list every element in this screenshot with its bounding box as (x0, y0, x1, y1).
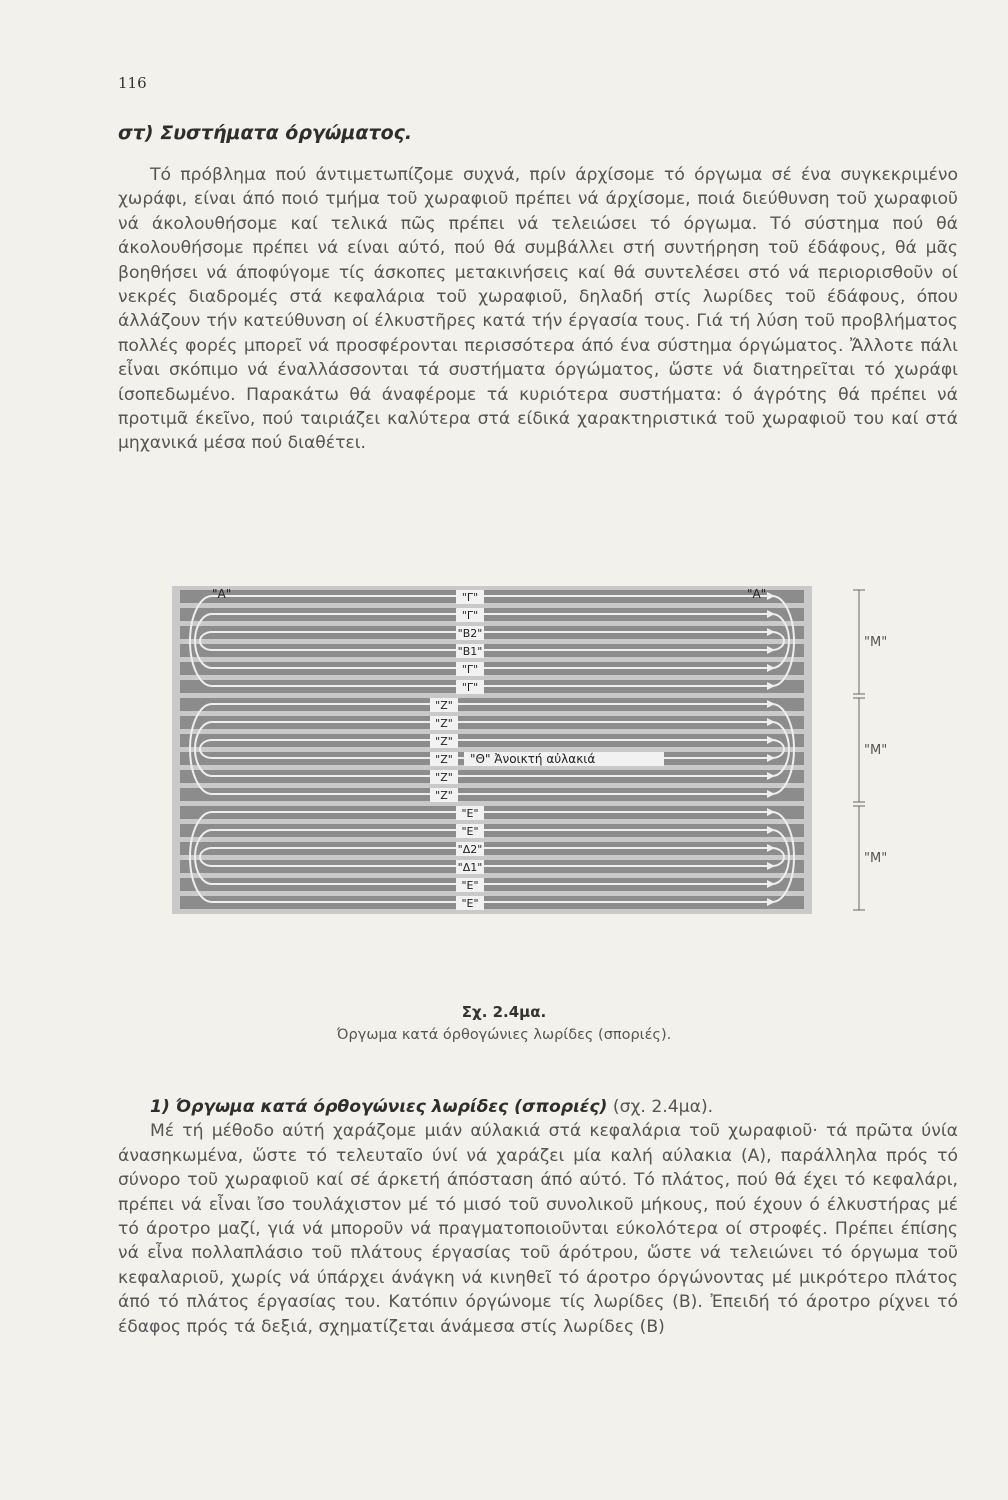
center-label: "Β2" (457, 627, 483, 640)
subheading-strip-plowing: 1) Όργωμα κατά όρθογώνιες λωρίδες (σποριές) (150, 1097, 608, 1117)
paragraph-intro-text: Τό πρόβλημα πού άντιμετωπίζομε συχνά, πρίν άρχίσομε τό όργωμα σέ ένα συγκεκριμένο χωράφι, είναι άπό ποιό τμήμα τοῦ χωραφιοῦ πρέπει νά άρχίσομε, ποιά διεύθυνση τοῦ χωραφιοῦ νά άκολουθήσομε καί τελικά πῶς πρέπει νά τελειώσει τό όργωμα. Τό σύστημα πού θά άκολουθήσομε πρέπει νά είναι αύτό, πού θά συμβάλλει στή συντήρηση τοῦ έδάφους, θά μᾶς βοηθήσει νά άποφύγομε τίς άσκοπες μετακινήσεις καί θά συντελέσει στό νά περιορισθοῦν οί νεκρές διαδρομές στά κεφαλάρια τοῦ χωραφιοῦ, δηλαδή στίς λωρίδες τοῦ έδάφους, όπου άλλάζουν τήν κατεύθυνση οί έλκυστῆρες κατά τήν έργασία τους. Γιά τή λύση τοῦ προβλήματος πολλές φορές μπορεῖ νά προσφέρονται περισσότερα άπό ένα σύστημα όργώματος. Ἄλλοτε πάλι εἶναι σκόπιμο νά έναλλάσσονται τά συστήματα όργώματος, ὥστε νά διατηρεῖται τό χωράφι ίσοπεδωμένο. Παρακάτω θά άναφέρομε τά κυριότερα συστήματα: ό άγρότης θά πρέπει νά προτιμᾶ έκεῖνο, πού ταιριάζει καλύτερα στά είδικά χαρακτηριστικά τοῦ χωραφιοῦ του καί στά μηχανικά μέσα πού διαθέτει. (118, 165, 958, 454)
bracket-label: "Μ" (864, 635, 888, 650)
corner-label-right: "Α" (747, 587, 767, 601)
figure-caption-label: Σχ. 2.4μα. (461, 1003, 547, 1021)
center-label: "Ε" (461, 879, 479, 892)
center-label: "Β1" (457, 645, 483, 658)
center-label: "Ζ" (435, 753, 453, 766)
figure-caption-text: Όργωμα κατά όρθογώνιες λωρίδες (σποριές). (336, 1027, 672, 1043)
center-label: "Ε" (461, 807, 479, 820)
center-label: "Γ" (461, 681, 479, 694)
center-label: "Ζ" (435, 789, 453, 802)
subheading-figure-ref: (σχ. 2.4μα). (612, 1097, 714, 1117)
paragraph-intro (118, 163, 958, 456)
page-number: 116 (118, 74, 147, 92)
center-label: "Ζ" (435, 771, 453, 784)
bracket-label: "Μ" (864, 851, 888, 866)
center-label: "Ζ" (435, 735, 453, 748)
bracket-label: "Μ" (864, 743, 888, 758)
center-label: "Ε" (461, 897, 479, 910)
center-label: "Ζ" (435, 699, 453, 712)
furrow-label: "Θ" Ἀνοικτή αὐλακιά (470, 752, 596, 766)
center-label: "Γ" (461, 609, 479, 622)
paragraph-method-text: Μέ τή μέθοδο αύτή χαράζομε μιάν αύλακιά στά κεφαλάρια τοῦ χωραφιοῦ· τά πρῶτα ύνία άνασηκωμένα, ὥστε τό τελευταῖο ύνί νά χαράζει μία καλή αύλακια (Α), παράλληλα πρός τό σύνορο τοῦ χωραφιοῦ καί σέ άρκετή άπόσταση άπό αύτό. Τό πλάτος, πού θά έχει τό κεφαλάρι, πρέπει νά εἶναι ἴσο τουλάχιστον μέ τό μισό τοῦ συνολικοῦ μήκους, πού έχουν ό έλκυστήρας μέ τό άροτρο μαζί, γιά νά μποροῦν νά πραγματοποιοῦνται εύκολότερα οί στροφές. Πρέπει έπίσης νά εἶνα πολλαπλάσιο τοῦ πλάτους έργασίας τοῦ άρότρου, ὥστε νά τελειώνει τό όργωμα τοῦ κεφαλαριοῦ, χωρίς νά ύπάρχει άνάγκη νά κινηθεῖ τό άροτρο όργώνοντας μέ μικρότερο πλάτος άπό τό πλάτος έργασίας του. Κατόπιν όργώνομε τίς λωρίδες (Β). Ἐπειδή τό άροτρο ρίχνει τό έδαφος πρός τά δεξιά, σχηματίζεται άνάμεσα στίς λωρίδες (Β) (118, 1121, 958, 1337)
center-label: "Ζ" (435, 717, 453, 730)
corner-label-left: "Α" (212, 587, 232, 601)
subheading-line (118, 1095, 958, 1119)
figure-brackets (853, 590, 887, 910)
center-label: "Ε" (461, 825, 479, 838)
center-label: "Δ1" (457, 861, 483, 874)
center-label: "Γ" (461, 591, 479, 604)
figure-strip-plowing-diagram (172, 586, 908, 946)
center-label: "Δ2" (457, 843, 483, 856)
center-label: "Γ" (461, 663, 479, 676)
paragraph-method (118, 1095, 958, 1339)
section-heading: στ) Συστήματα όργώματος. (118, 122, 413, 144)
